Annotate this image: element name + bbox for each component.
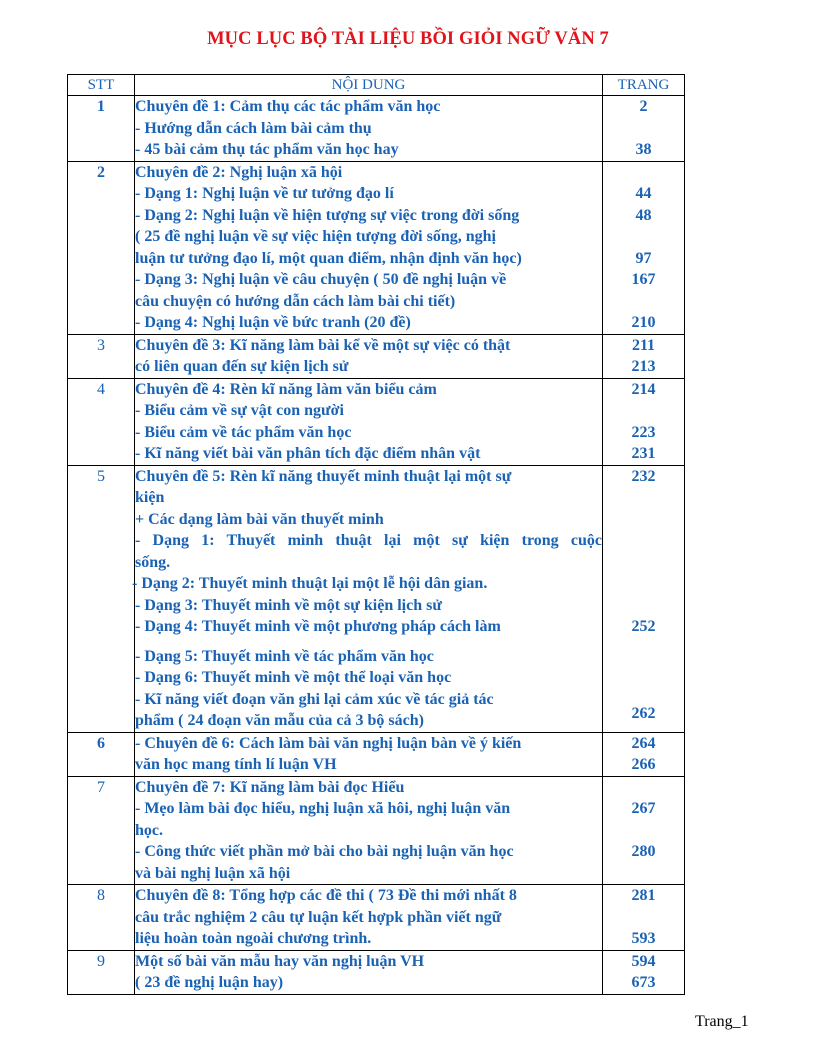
page-number: 210: [631, 314, 656, 331]
content-line: - Công thức viết phần mở bài cho bài nghị luận văn học: [135, 843, 514, 860]
page-number: 673: [631, 974, 656, 991]
content-line: văn học mang tính lí luận VH: [135, 756, 337, 773]
page-number: [603, 118, 684, 140]
row-stt: 2: [68, 161, 135, 334]
content-line: câu chuyện có hướng dẫn cách làm bài chi tiết): [135, 292, 456, 310]
page-number: 48: [635, 206, 652, 224]
content-line: và bài nghị luận xã hội: [135, 864, 291, 882]
page-number: 213: [631, 358, 656, 375]
content-line: sống.: [135, 553, 171, 571]
row-pages: [603, 334, 685, 378]
content-line: luận tư tưởng đạo lí, một quan điểm, nhận định văn học): [135, 249, 522, 267]
page-number: 211: [631, 336, 656, 354]
row-stt: 5: [68, 465, 135, 732]
content-line: - Biểu cảm về tác phẩm văn học: [135, 423, 352, 441]
page-number: [603, 820, 684, 842]
page-number: 266: [631, 756, 656, 773]
table-row: [68, 776, 685, 885]
content-line: Chuyên đề 5: Rèn kĩ năng thuyết minh thuật lại một sự: [135, 467, 512, 485]
page-number: 594: [631, 952, 656, 970]
row-stt: 1: [68, 96, 135, 162]
content-line: liệu hoàn toàn ngoài chương trình.: [135, 930, 372, 947]
page-number: 231: [631, 445, 656, 462]
content-line: học.: [135, 821, 163, 839]
content-line: - Dạng 5: Thuyết minh về tác phẩm văn học: [135, 647, 434, 665]
row-content: [135, 378, 603, 465]
page-number: 214: [631, 380, 656, 398]
row-pages: [603, 776, 685, 885]
row-stt: 3: [68, 334, 135, 378]
page-number: [603, 226, 684, 248]
page-number: 267: [631, 800, 656, 817]
table-row: [68, 334, 685, 378]
header-page: TRANG: [603, 75, 685, 96]
row-pages: [603, 885, 685, 951]
content-line: - Dạng 4: Nghị luận về bức tranh (20 đề): [135, 314, 411, 331]
page-number: 44: [635, 185, 652, 202]
row-stt: 6: [68, 732, 135, 776]
content-line: Chuyên đề 7: Kĩ năng làm bài đọc Hiểu: [135, 778, 405, 796]
content-line: kiện: [135, 489, 165, 506]
row-content: [135, 161, 603, 334]
header-stt: STT: [68, 75, 135, 96]
row-content: [135, 950, 603, 994]
page-footer: Trang_1: [695, 1013, 749, 1030]
table-header-row: [68, 75, 685, 96]
row-pages: [603, 465, 685, 732]
row-pages: [603, 950, 685, 994]
page-number: 38: [635, 141, 652, 158]
content-line: - Dạng 2: Thuyết minh thuật lại một lễ hội dân gian.: [132, 575, 488, 592]
row-stt: 8: [68, 885, 135, 951]
page-number: 280: [631, 843, 656, 860]
row-pages: [603, 96, 685, 162]
row-pages: [603, 161, 685, 334]
document-title: MỤC LỤC BỘ TÀI LIỆU BỒI GIỎI NGỮ VĂN 7: [207, 29, 609, 49]
table-row: [68, 378, 685, 465]
page-number: 281: [631, 887, 656, 904]
content-line: Chuyên đề 2: Nghị luận xã hội: [135, 163, 343, 181]
page-number: [603, 291, 684, 313]
row-stt: 7: [68, 776, 135, 885]
content-line: câu trắc nghiệm 2 câu tự luận kết hợpk phần viết ngữ: [135, 908, 502, 926]
page-number: [603, 777, 684, 799]
content-line: - Dạng 2: Nghị luận về hiện tượng sự việc trong đời sống: [135, 206, 520, 224]
content-line: - Dạng 1: Nghị luận về tư tưởng đạo lí: [135, 185, 394, 202]
content-line: - Mẹo làm bài đọc hiểu, nghị luận xã hôi, nghị luận văn: [135, 800, 511, 817]
content-line: phẩm ( 24 đoạn văn mẫu của cả 3 bộ sách): [135, 712, 424, 729]
header-content: NỘI DUNG: [135, 75, 603, 96]
page-number: 167: [631, 271, 656, 288]
table-row: [68, 885, 685, 951]
page-number: 97: [635, 249, 652, 267]
content-line: ( 25 đề nghị luận về sự việc hiện tượng đời sống, nghị: [135, 228, 496, 245]
row-stt: 4: [68, 378, 135, 465]
content-line: Chuyên đề 4: Rèn kĩ năng làm văn biểu cảm: [135, 380, 437, 398]
row-content: [135, 885, 603, 951]
content-line: Chuyên đề 3: Kĩ năng làm bài kể về một sự việc có thật: [135, 336, 511, 354]
content-line: - Dạng 3: Nghị luận về câu chuyện ( 50 đề nghị luận về: [135, 271, 507, 288]
table-row: [68, 96, 685, 162]
row-content: [135, 334, 603, 378]
table-row: [68, 161, 685, 334]
content-line: - Dạng 6: Thuyết minh về một thể loại văn học: [135, 669, 452, 686]
row-stt: 9: [68, 950, 135, 994]
page-number: [603, 863, 684, 885]
content-line: Chuyên đề 1: Cảm thụ các tác phẩm văn học: [135, 98, 441, 115]
content-line: - 45 bài cảm thụ tác phẩm văn học hay: [135, 141, 399, 158]
content-line: + Các dạng làm bài văn thuyết minh: [135, 510, 384, 528]
page-number: [603, 162, 684, 184]
content-line: - Dạng 3: Thuyết minh về một sự kiện lịch sử: [135, 596, 442, 614]
page-number: 232: [631, 467, 656, 485]
table-row: [68, 465, 685, 732]
table-row: [68, 950, 685, 994]
row-content: [132, 465, 603, 732]
content-line: - Kĩ năng viết bài văn phân tích đặc điểm nhân vật: [135, 445, 481, 462]
page-number: 252: [631, 618, 656, 635]
row-content: [135, 776, 603, 885]
content-line: ( 23 đề nghị luận hay): [135, 974, 284, 991]
row-content: [135, 96, 603, 162]
row-content: [135, 732, 603, 776]
page-number: [603, 400, 684, 422]
content-line: - Chuyên đề 6: Cách làm bài văn nghị luận bàn về ý kiến: [135, 734, 522, 752]
content-line: Một số bài văn mẫu hay văn nghị luận VH: [135, 952, 425, 970]
toc-table: [67, 74, 685, 995]
page-number: 593: [631, 930, 656, 947]
content-line: có liên quan đến sự kiện lịch sử: [135, 358, 349, 375]
content-line: - Dạng 4: Thuyết minh về một phương pháp cách làm: [135, 618, 501, 635]
row-pages: [603, 732, 685, 776]
table-row: [68, 732, 685, 776]
content-line: - Biểu cảm về sự vật con người: [135, 402, 344, 419]
content-line: - Dạng 1: Thuyết minh thuật lại một sự kiện trong cuộc: [135, 532, 602, 549]
page-number: 223: [631, 423, 656, 441]
row-pages: [603, 378, 685, 465]
page-number: [603, 907, 684, 929]
content-line: Chuyên đề 8: Tổng hợp các đề thi ( 73 Đề thi mới nhất 8: [135, 887, 517, 904]
page-number: 264: [631, 734, 656, 752]
content-line: - Hướng dẫn cách làm bài cảm thụ: [135, 119, 372, 137]
content-line: - Kĩ năng viết đoạn văn ghi lại cảm xúc về tác giả tác: [135, 690, 494, 708]
page-number: 262: [631, 704, 656, 722]
page-number: 2: [639, 98, 648, 115]
